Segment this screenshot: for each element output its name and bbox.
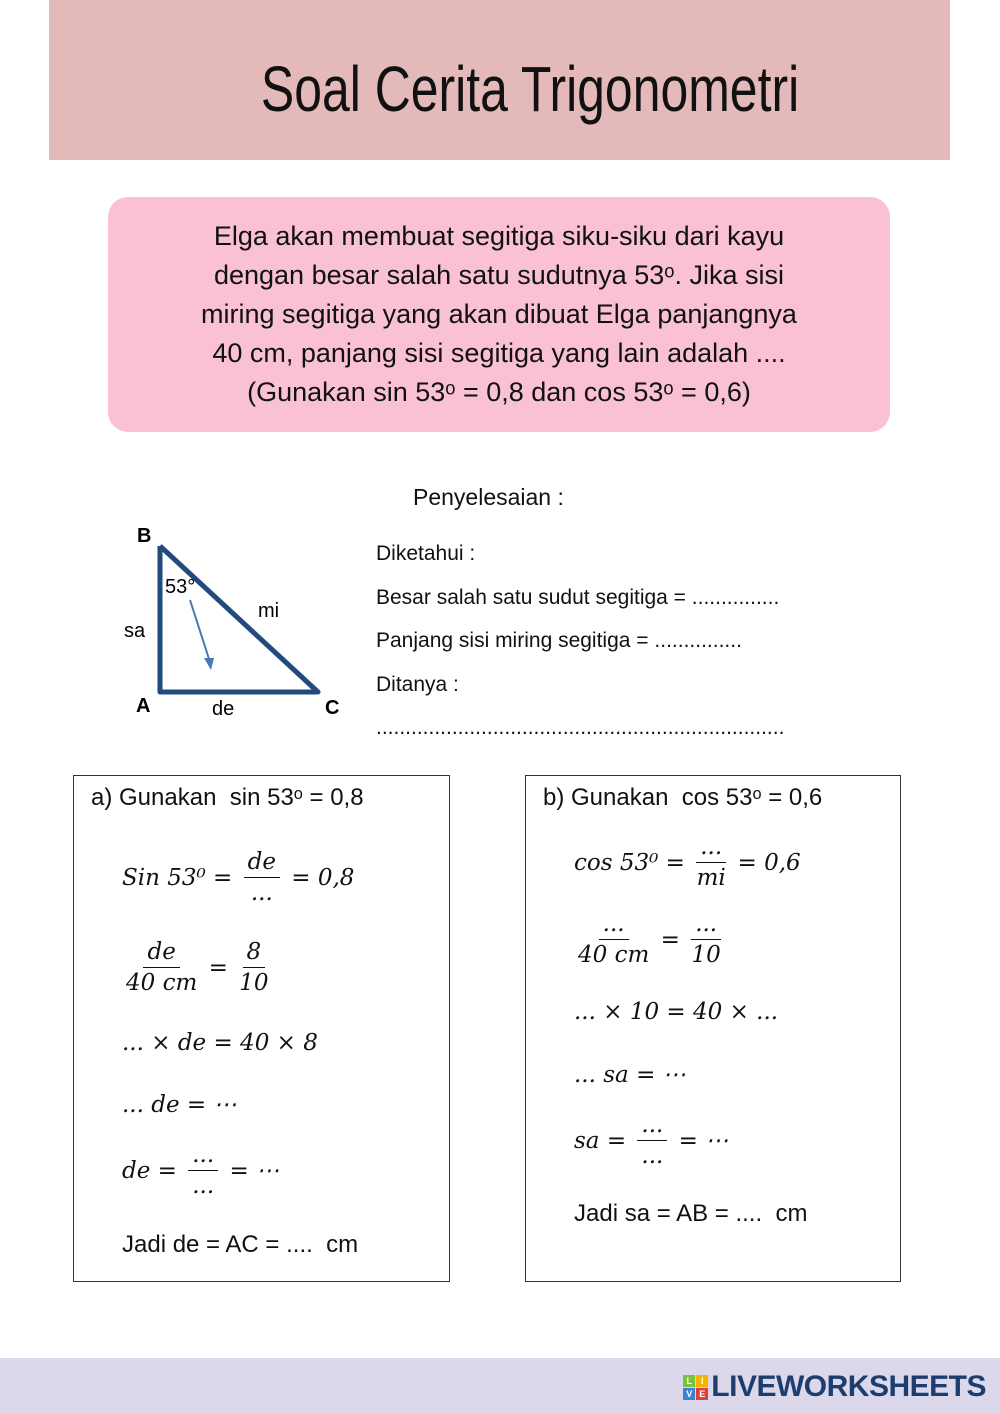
fraction <box>696 832 726 893</box>
math-step <box>574 1062 686 1088</box>
fraction <box>239 937 268 998</box>
side-sa-label: sa <box>124 620 146 642</box>
logo-icon <box>683 1375 708 1400</box>
denominator[interactable]: ... <box>192 1173 215 1199</box>
part-b-conclusion: Jadi sa = AB = .... cm <box>574 1200 808 1227</box>
math-step <box>122 847 354 908</box>
math-text: ... × 10 = 40 × ... <box>574 999 779 1025</box>
math-step <box>574 1110 728 1171</box>
part-a-heading: a) Gunakan sin 53ᵒ = 0,8 <box>91 784 364 811</box>
numerator[interactable]: ... <box>696 832 726 863</box>
known-angle-field[interactable]: Besar salah satu sudut segitiga = ............... <box>376 586 780 609</box>
fraction <box>188 1140 218 1201</box>
math-text: sa = <box>574 1127 634 1154</box>
denominator: mi <box>696 865 726 891</box>
math-step <box>122 1030 318 1056</box>
part-a-conclusion: Jadi de = AC = .... cm <box>122 1231 359 1258</box>
angle-label: 53° <box>165 576 196 598</box>
liveworksheets-logo <box>683 1370 986 1404</box>
problem-box <box>108 197 890 432</box>
math-text: de = <box>122 1157 185 1184</box>
denominator: 40 cm <box>578 942 650 968</box>
numerator: de <box>244 847 280 878</box>
logo-letter: I <box>696 1375 708 1387</box>
denominator[interactable]: ... <box>641 1143 664 1169</box>
solution-heading: Penyelesaian : <box>413 484 564 510</box>
denominator[interactable]: ... <box>250 880 273 906</box>
side-de-label: de <box>212 698 235 720</box>
fraction <box>691 909 721 970</box>
math-text: = ⋯ <box>671 1127 729 1154</box>
fraction <box>244 847 280 908</box>
math-step <box>574 999 778 1025</box>
fraction <box>126 937 197 998</box>
logo-letter: L <box>683 1375 695 1387</box>
math-step <box>122 937 272 998</box>
denominator: 40 cm <box>126 970 198 996</box>
asked-label: Ditanya : <box>376 673 459 696</box>
numerator[interactable]: ... <box>691 909 721 940</box>
fraction <box>637 1110 667 1171</box>
logo-letter: E <box>696 1388 708 1400</box>
math-text: = <box>653 926 688 953</box>
logo-letter: V <box>683 1388 695 1400</box>
side-mi-label: mi <box>258 600 280 622</box>
numerator: de <box>143 937 179 968</box>
triangle-diagram <box>100 520 360 730</box>
numerator[interactable]: ... <box>599 909 629 940</box>
problem-line: dengan besar salah satu sudutnya 53ᵒ. Jika sisi <box>213 260 785 290</box>
problem-line: 40 cm, panjang sisi segitiga yang lain adalah .... <box>212 338 786 368</box>
math-step <box>122 1140 279 1201</box>
angle-arrow <box>190 600 210 662</box>
math-step <box>574 832 801 893</box>
fraction <box>578 909 649 970</box>
math-text: = ⋯ <box>222 1157 280 1184</box>
math-text: = 0,6 <box>730 849 801 876</box>
vertex-c: C <box>325 697 340 719</box>
page-title-text: Soal Cerita Trigonometri <box>260 53 800 125</box>
math-step <box>574 909 725 970</box>
asked-answer-field[interactable]: ...................................................................... <box>376 716 785 739</box>
math-text: = <box>201 954 236 981</box>
numerator: 8 <box>243 937 266 968</box>
numerator[interactable]: ... <box>188 1140 218 1171</box>
known-hypotenuse-field[interactable]: Panjang sisi miring segitiga = ............... <box>376 629 742 652</box>
part-b-heading: b) Gunakan cos 53ᵒ = 0,6 <box>543 784 823 811</box>
denominator: 10 <box>239 970 269 996</box>
arrow-head <box>204 658 214 670</box>
problem-line: miring segitiga yang akan dibuat Elga panjangnya <box>201 299 797 329</box>
triangle-shape <box>160 546 318 692</box>
known-label: Diketahui : <box>376 542 476 565</box>
math-text: ... de = ⋯ <box>122 1092 237 1118</box>
problem-line: (Gunakan sin 53ᵒ = 0,8 dan cos 53ᵒ = 0,6) <box>247 377 751 407</box>
problem-line: Elga akan membuat segitiga siku-siku dari kayu <box>213 221 785 251</box>
page-title <box>0 52 1000 126</box>
math-text: ... sa = ⋯ <box>574 1062 686 1088</box>
vertex-b: B <box>137 525 152 547</box>
math-text: = 0,8 <box>283 864 355 891</box>
math-text: ... × de = 40 × 8 <box>122 1030 318 1056</box>
vertex-a: A <box>136 695 151 717</box>
denominator: 10 <box>691 942 721 968</box>
math-text: Sin 53⁰ = <box>122 864 240 891</box>
math-text: cos 53⁰ = <box>574 849 693 876</box>
math-step <box>122 1092 236 1118</box>
logo-text: LIVEWORKSHEETS <box>711 1370 986 1403</box>
numerator[interactable]: ... <box>637 1110 667 1141</box>
